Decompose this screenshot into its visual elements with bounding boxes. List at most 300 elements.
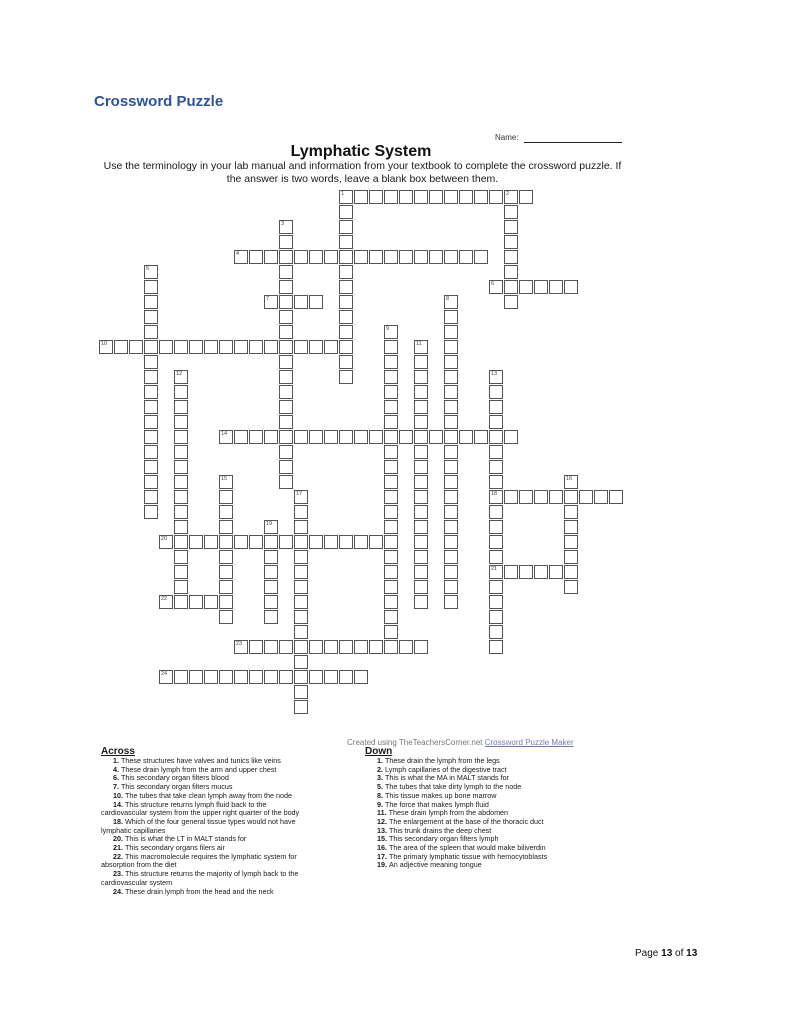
grid-cell[interactable] (564, 475, 578, 489)
grid-cell[interactable] (444, 415, 458, 429)
grid-cell[interactable] (294, 505, 308, 519)
grid-cell[interactable] (339, 250, 353, 264)
grid-cell[interactable] (129, 340, 143, 354)
grid-cell[interactable] (534, 565, 548, 579)
grid-cell[interactable] (444, 475, 458, 489)
grid-cell[interactable] (159, 535, 173, 549)
grid-cell[interactable] (324, 340, 338, 354)
grid-cell[interactable] (354, 430, 368, 444)
grid-cell[interactable] (219, 580, 233, 594)
grid-cell[interactable] (384, 430, 398, 444)
credit-link[interactable]: Crossword Puzzle Maker (484, 738, 574, 747)
grid-cell[interactable] (339, 310, 353, 324)
grid-cell[interactable] (564, 580, 578, 594)
grid-cell[interactable] (294, 580, 308, 594)
grid-cell[interactable] (294, 295, 308, 309)
grid-cell[interactable] (519, 280, 533, 294)
grid-cell[interactable] (279, 355, 293, 369)
grid-cell[interactable] (414, 340, 428, 354)
grid-cell[interactable] (264, 610, 278, 624)
grid-cell[interactable] (264, 565, 278, 579)
grid-cell[interactable] (324, 250, 338, 264)
grid-cell[interactable] (144, 415, 158, 429)
grid-cell[interactable] (174, 535, 188, 549)
grid-cell[interactable] (399, 430, 413, 444)
grid-cell[interactable] (324, 640, 338, 654)
grid-cell[interactable] (309, 295, 323, 309)
grid-cell[interactable] (144, 370, 158, 384)
grid-cell[interactable] (249, 250, 263, 264)
grid-cell[interactable] (429, 250, 443, 264)
grid-cell[interactable] (294, 565, 308, 579)
grid-cell[interactable] (534, 490, 548, 504)
grid-cell[interactable] (564, 565, 578, 579)
grid-cell[interactable] (144, 310, 158, 324)
grid-cell[interactable] (429, 430, 443, 444)
grid-cell[interactable] (489, 445, 503, 459)
grid-cell[interactable] (414, 550, 428, 564)
grid-cell[interactable] (174, 415, 188, 429)
grid-cell[interactable] (339, 295, 353, 309)
grid-cell[interactable] (444, 340, 458, 354)
grid-cell[interactable] (489, 580, 503, 594)
grid-cell[interactable] (489, 400, 503, 414)
grid-cell[interactable] (564, 490, 578, 504)
grid-cell[interactable] (384, 250, 398, 264)
grid-cell[interactable] (174, 595, 188, 609)
grid-cell[interactable] (489, 550, 503, 564)
grid-cell[interactable] (174, 550, 188, 564)
grid-cell[interactable] (309, 640, 323, 654)
grid-cell[interactable] (384, 325, 398, 339)
grid-cell[interactable] (489, 415, 503, 429)
grid-cell[interactable] (279, 265, 293, 279)
grid-cell[interactable] (534, 280, 548, 294)
grid-cell[interactable] (339, 640, 353, 654)
grid-cell[interactable] (444, 355, 458, 369)
grid-cell[interactable] (474, 190, 488, 204)
grid-cell[interactable] (384, 580, 398, 594)
grid-cell[interactable] (204, 595, 218, 609)
grid-cell[interactable] (564, 505, 578, 519)
grid-cell[interactable] (279, 370, 293, 384)
grid-cell[interactable] (144, 355, 158, 369)
grid-cell[interactable] (489, 565, 503, 579)
grid-cell[interactable] (444, 445, 458, 459)
grid-cell[interactable] (279, 295, 293, 309)
grid-cell[interactable] (279, 220, 293, 234)
grid-cell[interactable] (144, 445, 158, 459)
grid-cell[interactable] (279, 415, 293, 429)
grid-cell[interactable] (444, 505, 458, 519)
grid-cell[interactable] (549, 490, 563, 504)
grid-cell[interactable] (444, 520, 458, 534)
grid-cell[interactable] (174, 430, 188, 444)
grid-cell[interactable] (264, 520, 278, 534)
grid-cell[interactable] (489, 505, 503, 519)
grid-cell[interactable] (309, 430, 323, 444)
grid-cell[interactable] (144, 295, 158, 309)
grid-cell[interactable] (489, 385, 503, 399)
grid-cell[interactable] (204, 670, 218, 684)
grid-cell[interactable] (414, 370, 428, 384)
grid-cell[interactable] (474, 430, 488, 444)
grid-cell[interactable] (489, 490, 503, 504)
grid-cell[interactable] (219, 490, 233, 504)
grid-cell[interactable] (384, 445, 398, 459)
grid-cell[interactable] (354, 535, 368, 549)
grid-cell[interactable] (294, 520, 308, 534)
grid-cell[interactable] (279, 340, 293, 354)
grid-cell[interactable] (414, 505, 428, 519)
grid-cell[interactable] (324, 670, 338, 684)
grid-cell[interactable] (384, 190, 398, 204)
grid-cell[interactable] (294, 625, 308, 639)
grid-cell[interactable] (264, 295, 278, 309)
grid-cell[interactable] (174, 475, 188, 489)
grid-cell[interactable] (384, 565, 398, 579)
grid-cell[interactable] (564, 280, 578, 294)
grid-cell[interactable] (174, 505, 188, 519)
grid-cell[interactable] (474, 250, 488, 264)
grid-cell[interactable] (174, 460, 188, 474)
grid-cell[interactable] (279, 400, 293, 414)
grid-cell[interactable] (414, 190, 428, 204)
grid-cell[interactable] (279, 670, 293, 684)
grid-cell[interactable] (489, 190, 503, 204)
grid-cell[interactable] (294, 550, 308, 564)
grid-cell[interactable] (489, 460, 503, 474)
grid-cell[interactable] (294, 340, 308, 354)
grid-cell[interactable] (324, 430, 338, 444)
grid-cell[interactable] (339, 235, 353, 249)
grid-cell[interactable] (294, 700, 308, 714)
grid-cell[interactable] (489, 610, 503, 624)
grid-cell[interactable] (159, 340, 173, 354)
grid-cell[interactable] (174, 580, 188, 594)
grid-cell[interactable] (504, 205, 518, 219)
grid-cell[interactable] (219, 565, 233, 579)
grid-cell[interactable] (144, 340, 158, 354)
grid-cell[interactable] (144, 265, 158, 279)
grid-cell[interactable] (489, 535, 503, 549)
grid-cell[interactable] (414, 535, 428, 549)
grid-cell[interactable] (519, 490, 533, 504)
grid-cell[interactable] (339, 670, 353, 684)
grid-cell[interactable] (414, 565, 428, 579)
grid-cell[interactable] (204, 340, 218, 354)
grid-cell[interactable] (294, 490, 308, 504)
grid-cell[interactable] (354, 640, 368, 654)
grid-cell[interactable] (249, 535, 263, 549)
grid-cell[interactable] (489, 595, 503, 609)
grid-cell[interactable] (234, 340, 248, 354)
grid-cell[interactable] (219, 340, 233, 354)
grid-cell[interactable] (339, 535, 353, 549)
grid-cell[interactable] (504, 250, 518, 264)
grid-cell[interactable] (279, 445, 293, 459)
grid-cell[interactable] (549, 280, 563, 294)
grid-cell[interactable] (114, 340, 128, 354)
grid-cell[interactable] (444, 430, 458, 444)
grid-cell[interactable] (234, 640, 248, 654)
grid-cell[interactable] (504, 490, 518, 504)
grid-cell[interactable] (444, 250, 458, 264)
grid-cell[interactable] (279, 250, 293, 264)
grid-cell[interactable] (339, 325, 353, 339)
grid-cell[interactable] (489, 370, 503, 384)
grid-cell[interactable] (294, 685, 308, 699)
grid-cell[interactable] (444, 565, 458, 579)
grid-cell[interactable] (264, 550, 278, 564)
grid-cell[interactable] (264, 595, 278, 609)
grid-cell[interactable] (504, 220, 518, 234)
grid-cell[interactable] (294, 250, 308, 264)
grid-cell[interactable] (249, 640, 263, 654)
grid-cell[interactable] (279, 475, 293, 489)
grid-cell[interactable] (264, 580, 278, 594)
grid-cell[interactable] (504, 430, 518, 444)
grid-cell[interactable] (264, 640, 278, 654)
grid-cell[interactable] (219, 610, 233, 624)
grid-cell[interactable] (414, 445, 428, 459)
grid-cell[interactable] (399, 250, 413, 264)
grid-cell[interactable] (219, 505, 233, 519)
grid-cell[interactable] (174, 565, 188, 579)
grid-cell[interactable] (444, 400, 458, 414)
grid-cell[interactable] (189, 535, 203, 549)
grid-cell[interactable] (294, 640, 308, 654)
grid-cell[interactable] (219, 520, 233, 534)
grid-cell[interactable] (504, 265, 518, 279)
grid-cell[interactable] (339, 280, 353, 294)
grid-cell[interactable] (504, 295, 518, 309)
grid-cell[interactable] (144, 280, 158, 294)
grid-cell[interactable] (294, 595, 308, 609)
grid-cell[interactable] (279, 385, 293, 399)
grid-cell[interactable] (339, 430, 353, 444)
grid-cell[interactable] (414, 490, 428, 504)
grid-cell[interactable] (414, 355, 428, 369)
grid-cell[interactable] (459, 250, 473, 264)
grid-cell[interactable] (384, 385, 398, 399)
grid-cell[interactable] (309, 535, 323, 549)
grid-cell[interactable] (219, 670, 233, 684)
grid-cell[interactable] (174, 400, 188, 414)
grid-cell[interactable] (579, 490, 593, 504)
grid-cell[interactable] (444, 190, 458, 204)
grid-cell[interactable] (504, 190, 518, 204)
grid-cell[interactable] (309, 670, 323, 684)
grid-cell[interactable] (219, 595, 233, 609)
grid-cell[interactable] (444, 550, 458, 564)
grid-cell[interactable] (414, 640, 428, 654)
grid-cell[interactable] (189, 670, 203, 684)
grid-cell[interactable] (384, 535, 398, 549)
grid-cell[interactable] (564, 520, 578, 534)
grid-cell[interactable] (594, 490, 608, 504)
grid-cell[interactable] (384, 460, 398, 474)
grid-cell[interactable] (414, 250, 428, 264)
grid-cell[interactable] (444, 295, 458, 309)
grid-cell[interactable] (369, 535, 383, 549)
grid-cell[interactable] (234, 535, 248, 549)
grid-cell[interactable] (414, 385, 428, 399)
grid-cell[interactable] (264, 430, 278, 444)
grid-cell[interactable] (369, 250, 383, 264)
grid-cell[interactable] (384, 520, 398, 534)
grid-cell[interactable] (609, 490, 623, 504)
grid-cell[interactable] (279, 460, 293, 474)
grid-cell[interactable] (339, 265, 353, 279)
grid-cell[interactable] (384, 625, 398, 639)
grid-cell[interactable] (339, 220, 353, 234)
grid-cell[interactable] (264, 535, 278, 549)
grid-cell[interactable] (159, 670, 173, 684)
grid-cell[interactable] (564, 550, 578, 564)
grid-cell[interactable] (174, 370, 188, 384)
grid-cell[interactable] (369, 190, 383, 204)
grid-cell[interactable] (414, 595, 428, 609)
grid-cell[interactable] (294, 610, 308, 624)
grid-cell[interactable] (159, 595, 173, 609)
grid-cell[interactable] (309, 250, 323, 264)
grid-cell[interactable] (339, 355, 353, 369)
grid-cell[interactable] (384, 475, 398, 489)
grid-cell[interactable] (414, 400, 428, 414)
grid-cell[interactable] (219, 475, 233, 489)
grid-cell[interactable] (399, 640, 413, 654)
grid-cell[interactable] (144, 460, 158, 474)
grid-cell[interactable] (384, 640, 398, 654)
grid-cell[interactable] (339, 370, 353, 384)
grid-cell[interactable] (444, 595, 458, 609)
grid-cell[interactable] (204, 535, 218, 549)
grid-cell[interactable] (414, 430, 428, 444)
grid-cell[interactable] (249, 430, 263, 444)
grid-cell[interactable] (564, 535, 578, 549)
grid-cell[interactable] (174, 385, 188, 399)
grid-cell[interactable] (369, 640, 383, 654)
grid-cell[interactable] (444, 490, 458, 504)
grid-cell[interactable] (354, 250, 368, 264)
grid-cell[interactable] (144, 505, 158, 519)
grid-cell[interactable] (489, 430, 503, 444)
grid-cell[interactable] (264, 670, 278, 684)
grid-cell[interactable] (519, 565, 533, 579)
grid-cell[interactable] (384, 400, 398, 414)
grid-cell[interactable] (399, 190, 413, 204)
grid-cell[interactable] (144, 475, 158, 489)
grid-cell[interactable] (354, 670, 368, 684)
grid-cell[interactable] (444, 370, 458, 384)
grid-cell[interactable] (444, 310, 458, 324)
grid-cell[interactable] (144, 385, 158, 399)
grid-cell[interactable] (384, 610, 398, 624)
grid-cell[interactable] (414, 520, 428, 534)
grid-cell[interactable] (384, 370, 398, 384)
grid-cell[interactable] (444, 535, 458, 549)
grid-cell[interactable] (504, 280, 518, 294)
grid-cell[interactable] (219, 535, 233, 549)
grid-cell[interactable] (189, 340, 203, 354)
grid-cell[interactable] (99, 340, 113, 354)
grid-cell[interactable] (384, 415, 398, 429)
grid-cell[interactable] (384, 490, 398, 504)
grid-cell[interactable] (249, 670, 263, 684)
grid-cell[interactable] (339, 190, 353, 204)
grid-cell[interactable] (384, 340, 398, 354)
grid-cell[interactable] (549, 565, 563, 579)
grid-cell[interactable] (489, 520, 503, 534)
grid-cell[interactable] (519, 190, 533, 204)
grid-cell[interactable] (174, 340, 188, 354)
grid-cell[interactable] (459, 190, 473, 204)
grid-cell[interactable] (384, 505, 398, 519)
grid-cell[interactable] (489, 475, 503, 489)
grid-cell[interactable] (249, 340, 263, 354)
grid-cell[interactable] (174, 445, 188, 459)
grid-cell[interactable] (144, 325, 158, 339)
grid-cell[interactable] (264, 340, 278, 354)
grid-cell[interactable] (219, 430, 233, 444)
grid-cell[interactable] (324, 535, 338, 549)
grid-cell[interactable] (279, 535, 293, 549)
grid-cell[interactable] (414, 460, 428, 474)
grid-cell[interactable] (279, 640, 293, 654)
grid-cell[interactable] (264, 250, 278, 264)
grid-cell[interactable] (339, 205, 353, 219)
grid-cell[interactable] (339, 340, 353, 354)
grid-cell[interactable] (294, 670, 308, 684)
grid-cell[interactable] (444, 325, 458, 339)
grid-cell[interactable] (489, 625, 503, 639)
grid-cell[interactable] (384, 550, 398, 564)
grid-cell[interactable] (444, 460, 458, 474)
grid-cell[interactable] (144, 490, 158, 504)
grid-cell[interactable] (294, 430, 308, 444)
grid-cell[interactable] (504, 235, 518, 249)
grid-cell[interactable] (459, 430, 473, 444)
grid-cell[interactable] (234, 250, 248, 264)
grid-cell[interactable] (234, 670, 248, 684)
grid-cell[interactable] (369, 430, 383, 444)
grid-cell[interactable] (174, 490, 188, 504)
grid-cell[interactable] (294, 655, 308, 669)
grid-cell[interactable] (279, 310, 293, 324)
grid-cell[interactable] (189, 595, 203, 609)
grid-cell[interactable] (279, 430, 293, 444)
grid-cell[interactable] (144, 430, 158, 444)
grid-cell[interactable] (414, 580, 428, 594)
grid-cell[interactable] (279, 325, 293, 339)
grid-cell[interactable] (234, 430, 248, 444)
grid-cell[interactable] (414, 475, 428, 489)
grid-cell[interactable] (414, 415, 428, 429)
grid-cell[interactable] (174, 520, 188, 534)
grid-cell[interactable] (354, 190, 368, 204)
grid-cell[interactable] (489, 280, 503, 294)
grid-cell[interactable] (444, 580, 458, 594)
grid-cell[interactable] (504, 565, 518, 579)
grid-cell[interactable] (144, 400, 158, 414)
grid-cell[interactable] (279, 235, 293, 249)
grid-cell[interactable] (294, 535, 308, 549)
grid-cell[interactable] (174, 670, 188, 684)
grid-cell[interactable] (429, 190, 443, 204)
grid-cell[interactable] (309, 340, 323, 354)
grid-cell[interactable] (219, 550, 233, 564)
